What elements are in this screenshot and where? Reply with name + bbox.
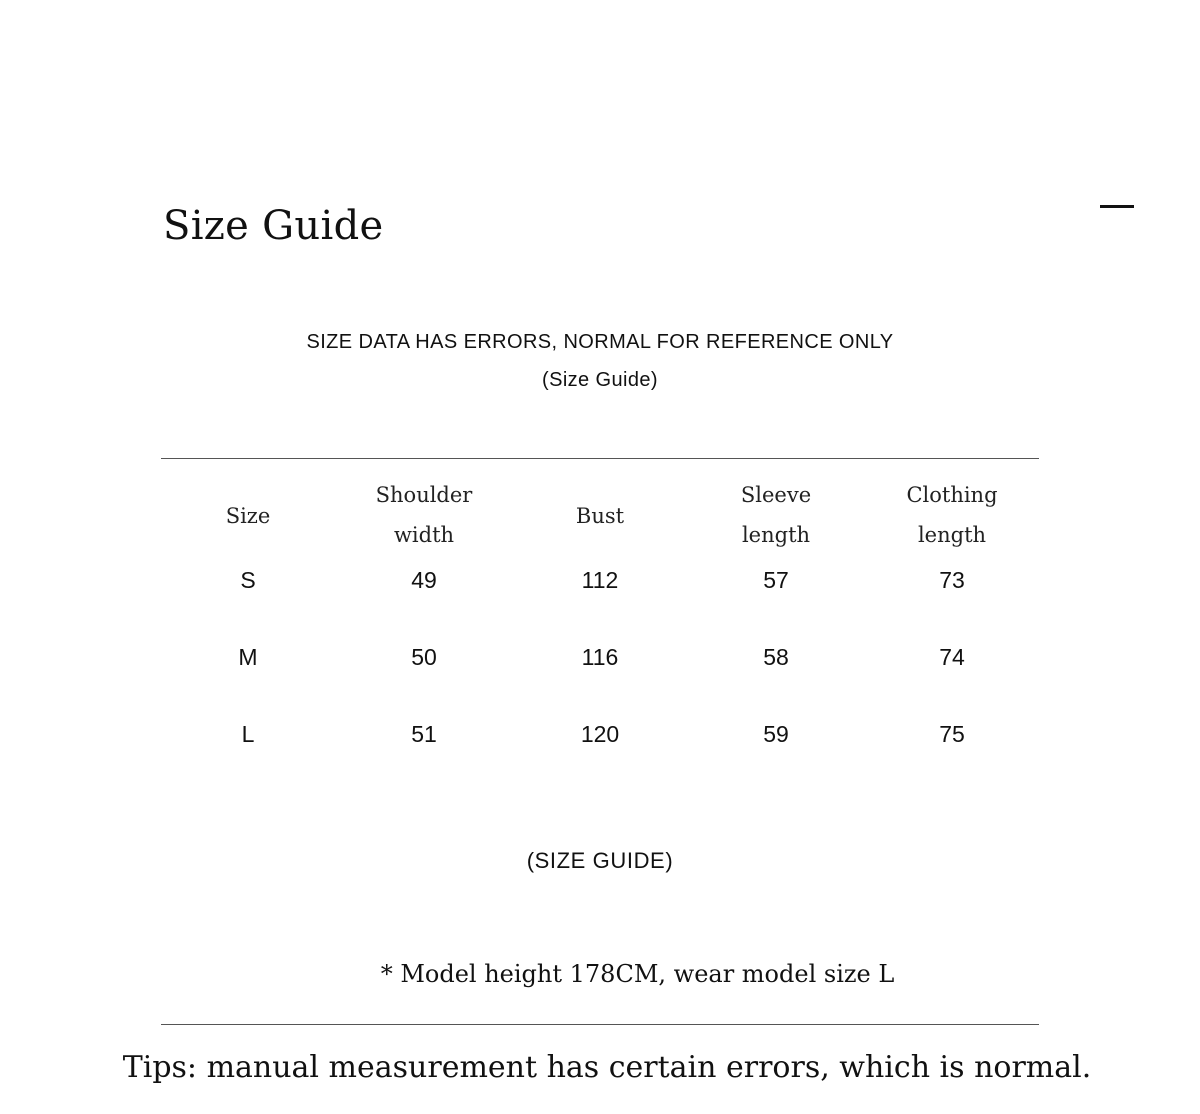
header-size-label: Size: [225, 504, 271, 528]
cell-clothing-length: 73: [939, 567, 965, 593]
cell-sleeve-length: 57: [763, 567, 789, 593]
reference-notice: SIZE DATA HAS ERRORS, NORMAL FOR REFERENCE ONLY: [306, 331, 894, 353]
model-note: * Model height 178CM, wear model size L: [380, 960, 895, 988]
cell-sleeve-length: 59: [763, 721, 789, 747]
cell-clothing-length: 74: [939, 644, 965, 670]
header-sleeve-line1: Sleeve: [740, 483, 812, 507]
minimize-icon[interactable]: [1100, 205, 1134, 208]
reference-notice-subtitle: (Size Guide): [542, 369, 658, 391]
top-divider: [161, 458, 1039, 459]
page-title: Size Guide: [163, 203, 384, 249]
size-guide-caption: (SIZE GUIDE): [526, 848, 674, 873]
cell-bust: 120: [580, 721, 620, 747]
tips-text: Tips: manual measurement has certain errors, which is normal.: [122, 1050, 1092, 1085]
header-bust: [512, 496, 688, 536]
cell-bust: 112: [581, 567, 619, 593]
header-clothing-length: [864, 475, 1040, 555]
header-sleeve-line2: length: [741, 523, 811, 547]
header-clothing-line1: Clothing: [906, 483, 998, 507]
header-sleeve-length: [688, 475, 864, 555]
header-shoulder-width: [336, 475, 512, 555]
cell-size: S: [240, 567, 256, 593]
cell-size: L: [241, 721, 255, 747]
cell-shoulder-width: 49: [411, 567, 437, 593]
cell-shoulder-width: 51: [411, 721, 437, 747]
header-clothing-line2: length: [917, 523, 987, 547]
cell-bust: 116: [581, 644, 619, 670]
cell-shoulder-width: 50: [411, 644, 437, 670]
cell-clothing-length: 75: [939, 721, 965, 747]
cell-sleeve-length: 58: [763, 644, 789, 670]
header-shoulder-line2: width: [393, 523, 455, 547]
table-row: [0, 565, 1200, 595]
bottom-divider: [161, 1024, 1039, 1025]
table-row: [0, 719, 1200, 749]
cell-size: M: [238, 644, 258, 670]
header-shoulder-line1: Shoulder: [375, 483, 473, 507]
table-row: [0, 642, 1200, 672]
header-size: [160, 496, 336, 536]
header-bust-label: Bust: [575, 504, 625, 528]
